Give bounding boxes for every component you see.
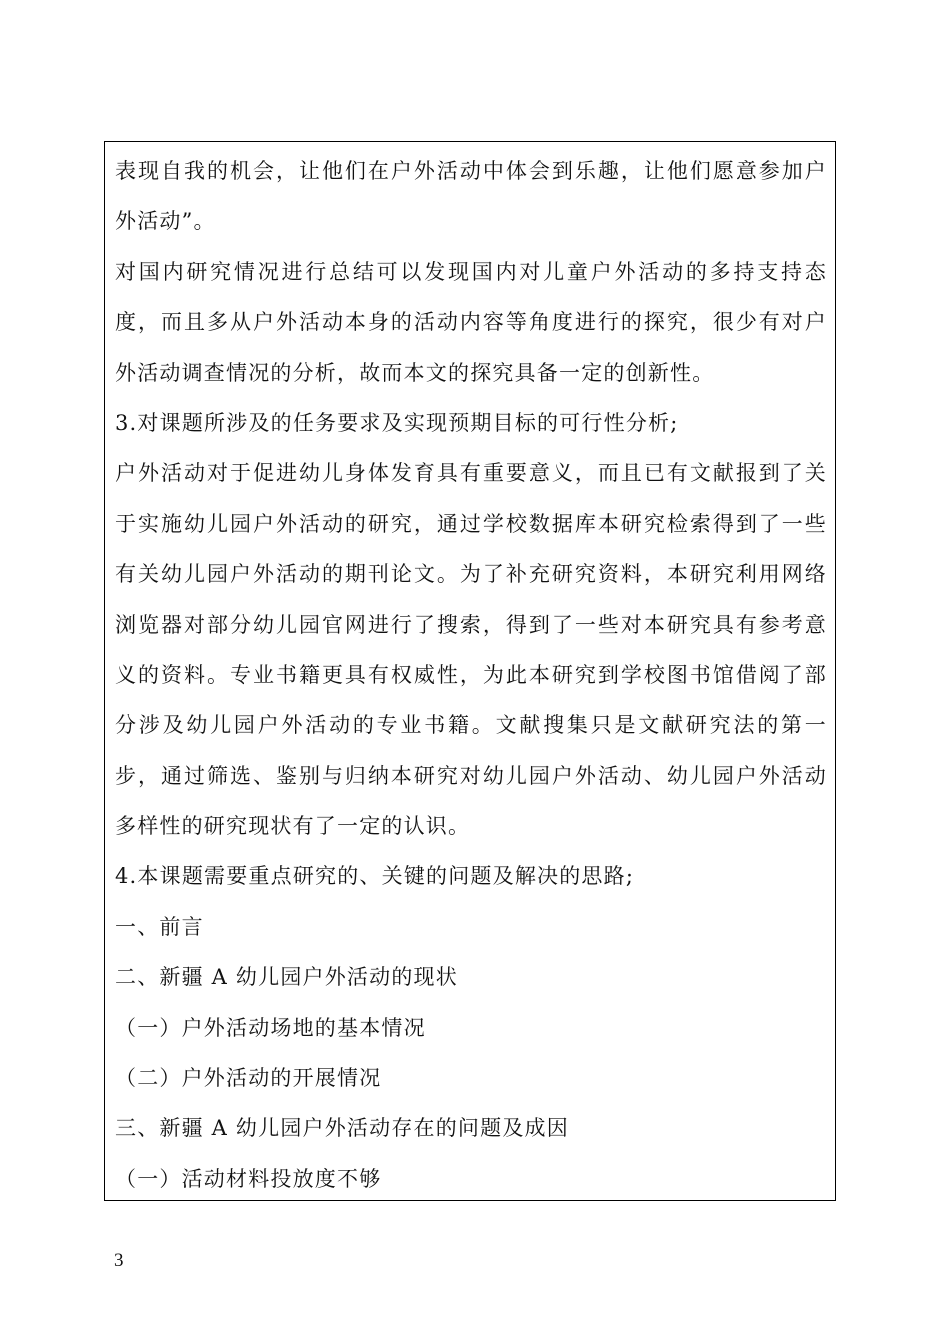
text-line: 于实施幼儿园户外活动的研究，通过学校数据库本研究检索得到了一些 (115, 511, 827, 536)
text-line: 一、前言 (115, 914, 204, 939)
text-line: （一）活动材料投放度不够 (115, 1166, 382, 1191)
text-line: 浏览器对部分幼儿园官网进行了搜索，得到了一些对本研究具有参考意 (115, 612, 827, 637)
text-line: 二、新疆 A 幼儿园户外活动的现状 (115, 965, 458, 990)
text-line: 多样性的研究现状有了一定的认识。 (115, 814, 471, 839)
text-line: 户外活动对于促进幼儿身体发育具有重要意义，而且已有文献报到了关 (115, 461, 827, 486)
text-line: 义的资料。专业书籍更具有权威性，为此本研究到学校图书馆借阅了部 (115, 662, 827, 687)
text-line: 4.本课题需要重点研究的、关键的问题及解决的思路; (115, 864, 635, 889)
text-line: 步，通过筛选、鉴别与归纳本研究对幼儿园户外活动、幼儿园户外活动 (115, 763, 827, 788)
text-line: 度，而且多从户外活动本身的活动内容等角度进行的探究，很少有对户 (115, 310, 827, 335)
content-table-cell (104, 141, 836, 1201)
text-line: 外活动”。 (115, 209, 216, 234)
text-line: 三、新疆 A 幼儿园户外活动存在的问题及成因 (115, 1116, 569, 1141)
text-line: 3.对课题所涉及的任务要求及实现预期目标的可行性分析; (115, 410, 679, 435)
text-line: （一）户外活动场地的基本情况 (115, 1015, 426, 1040)
text-line: 外活动调查情况的分析，故而本文的探究具备一定的创新性。 (115, 360, 715, 385)
text-line: （二）户外活动的开展情况 (115, 1066, 382, 1091)
document-body (115, 146, 827, 1204)
text-line: 对国内研究情况进行总结可以发现国内对儿童户外活动的多持支持态 (115, 259, 827, 284)
text-line: 表现自我的机会，让他们在户外活动中体会到乐趣，让他们愿意参加户 (115, 159, 827, 183)
page-number: 3 (114, 1250, 124, 1271)
text-line: 有关幼儿园户外活动的期刊论文。为了补充研究资料，本研究利用网络 (115, 562, 827, 587)
text-line: 分涉及幼儿园户外活动的专业书籍。文献搜集只是文献研究法的第一 (115, 713, 827, 738)
